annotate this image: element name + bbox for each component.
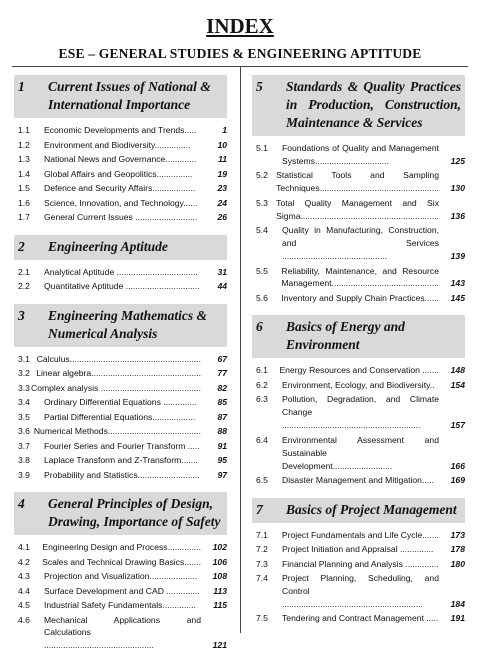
- entry-number: 3.2: [18, 368, 30, 378]
- entry-title: Surface Development and CAD ..............: [44, 585, 200, 596]
- entry-title: Mechanical Applications and Calculations ..............................................: [44, 614, 201, 651]
- entry-body: [42, 556, 227, 569]
- entry-page: 97: [217, 469, 227, 480]
- entry-title: Quality in Manufacturing, Construction, and Services ............................................: [282, 225, 439, 262]
- entry-page: 166: [450, 460, 465, 471]
- entry-page: 102: [212, 542, 227, 552]
- section-title: General Principles of Design, Drawing, Importance of Safety: [48, 496, 221, 529]
- entry-page: 95: [217, 455, 227, 465]
- entry-number: 5.2: [256, 170, 268, 181]
- entry-number: 1.3: [18, 154, 30, 164]
- entry-title: Quantitative Aptitude ...............................: [44, 281, 200, 291]
- entry-body: [276, 197, 465, 223]
- toc-entry: [14, 353, 227, 366]
- entry-number: 5.6: [256, 292, 268, 303]
- entry-title: Science, Innovation, and Technology......: [44, 197, 198, 208]
- entry-title: Complex analysis ..........................................: [30, 382, 201, 393]
- entry-title: Numerical Methods.......................................: [33, 426, 201, 436]
- entry-page: 10: [217, 139, 227, 150]
- entry-body: [44, 396, 227, 409]
- entry-number: 2.2: [18, 281, 30, 291]
- entry-title: Environment and Biodiversity...............: [44, 139, 191, 150]
- entry-title: Project Initiation and Appraisal ..............: [282, 544, 434, 555]
- entry-page: 31: [217, 266, 227, 277]
- entry-page: 148: [450, 365, 465, 376]
- entry-title: Foundations of Quality and Management Systems...............................: [282, 143, 439, 166]
- entry-number: 1.2: [18, 139, 30, 150]
- entry-body: [44, 454, 227, 467]
- entry-title: Ordinary Differential Equations ..............: [44, 397, 197, 407]
- toc-entry: [14, 182, 227, 195]
- entry-body: [282, 393, 465, 432]
- entry-number: 5.3: [256, 197, 268, 208]
- entry-body: [282, 224, 465, 263]
- entry-page: 145: [450, 292, 465, 303]
- entry-body: [44, 440, 227, 453]
- entry-list: [14, 118, 227, 224]
- toc-entry: [252, 197, 465, 223]
- entry-title: Disaster Management and Mitigation.....: [282, 475, 434, 486]
- toc-entry: [14, 599, 227, 612]
- entry-body: [282, 474, 465, 487]
- entry-body: [44, 280, 227, 293]
- entry-title: Probability and Statistics..........................: [44, 469, 200, 480]
- section-1: [14, 75, 227, 224]
- entry-list: [252, 358, 465, 487]
- entry-title: Defence and Security Affairs..................: [44, 183, 196, 193]
- column-divider: [240, 66, 241, 633]
- entry-body: [281, 265, 465, 291]
- entry-number: 7.1: [256, 529, 268, 540]
- entry-body: [282, 379, 465, 392]
- entry-title: Economic Developments and Trends.....: [44, 125, 197, 135]
- entry-number: 3.9: [18, 469, 30, 480]
- section-title: Engineering Mathematics & Numerical Analysis: [48, 307, 208, 341]
- entry-body: [44, 599, 227, 612]
- entry-title: Reliability, Maintenance, and Resource Management.............................................: [281, 265, 439, 289]
- toc-entry: [14, 367, 227, 380]
- toc-entry: [14, 124, 227, 137]
- entry-title: Energy Resources and Conservation .......: [279, 365, 439, 376]
- entry-body: [44, 139, 227, 152]
- page-title: INDEX: [206, 14, 274, 38]
- entry-title: Financial Planning and Analysis ..............: [282, 558, 439, 569]
- entry-body: [282, 572, 465, 611]
- toc-entry: [14, 153, 227, 166]
- entry-number: 1.7: [18, 212, 30, 222]
- toc-entry: [252, 543, 465, 556]
- section-3: [14, 304, 227, 482]
- entry-title: Pollution, Degradation, and Climate Change ..........................................................: [282, 394, 439, 431]
- entry-body: [44, 570, 227, 583]
- entry-number: 4.2: [18, 556, 30, 567]
- entry-number: 7.5: [256, 613, 268, 624]
- entry-number: 1.5: [18, 183, 30, 193]
- entry-page: 136: [450, 210, 465, 221]
- section-2: [14, 235, 227, 293]
- entry-title: Partial Differential Equations..................: [44, 411, 196, 422]
- entry-title: Scales and Technical Drawing Basics.......: [42, 556, 201, 567]
- section-number: 3: [18, 307, 25, 323]
- entry-body: [282, 558, 465, 571]
- toc-entry: [14, 454, 227, 467]
- entry-number: 6.1: [256, 365, 268, 376]
- entry-body: [42, 541, 227, 554]
- entry-page: 82: [217, 382, 227, 393]
- section-title: Engineering Aptitude: [48, 238, 168, 254]
- entry-number: 3.5: [18, 411, 30, 422]
- section-title: Basics of Project Management: [286, 501, 457, 517]
- entry-title: Analytical Aptitude ..................................: [44, 266, 198, 277]
- entry-number: 4.6: [18, 614, 30, 625]
- entry-number: 4.1: [18, 542, 30, 552]
- entry-list: [14, 347, 227, 482]
- entry-page: 184: [450, 598, 465, 609]
- page-subtitle: ESE – GENERAL STUDIES & ENGINEERING APTITUDE: [58, 46, 422, 61]
- entry-title: Linear algebra..............................................: [36, 368, 201, 378]
- toc-entry: [252, 612, 465, 625]
- entry-page: 1: [222, 125, 227, 135]
- entry-number: 7.3: [256, 558, 268, 569]
- entry-page: 85: [217, 397, 227, 407]
- entry-number: 2.1: [18, 266, 30, 277]
- entry-body: [44, 168, 227, 181]
- entry-page: 77: [217, 368, 227, 378]
- entry-title: Projection and Visualization....................: [44, 571, 198, 581]
- toc-entry: [14, 280, 227, 293]
- section-number: 7: [256, 501, 263, 517]
- section-header: [14, 492, 227, 535]
- entry-number: 5.5: [256, 265, 268, 276]
- toc-entry: [14, 211, 227, 224]
- entry-page: 121: [212, 640, 227, 651]
- section-header: [252, 75, 465, 136]
- entry-page: 115: [213, 600, 227, 610]
- toc-entry: [252, 474, 465, 487]
- entry-page: 44: [217, 281, 227, 291]
- entry-page: 130: [450, 183, 465, 194]
- entry-number: 3.6: [18, 426, 30, 436]
- entry-number: 3.7: [18, 440, 30, 451]
- entry-title: Total Quality Management and Six Sigma..........................................................: [276, 197, 439, 221]
- entry-body: [37, 353, 227, 366]
- section-header: [14, 235, 227, 260]
- entry-page: 23: [217, 183, 227, 193]
- entry-body: [44, 469, 227, 482]
- entry-body: [282, 142, 465, 168]
- toc-entry: [14, 168, 227, 181]
- entry-page: 143: [450, 278, 465, 289]
- entry-list: [14, 260, 227, 293]
- entry-body: [44, 411, 227, 424]
- entry-list: [252, 523, 465, 626]
- entry-number: 4.5: [18, 600, 30, 610]
- toc-entry: [14, 425, 227, 438]
- entry-number: 1.1: [18, 125, 30, 135]
- entry-number: 7.4: [256, 573, 268, 584]
- entry-number: 5.1: [256, 143, 268, 153]
- entry-list: [14, 535, 227, 652]
- entry-page: 19: [217, 168, 227, 179]
- section-title: Standards & Quality Practices in Production, Construction, Maintenance & Services: [286, 79, 461, 130]
- entry-title: Fourier Series and Fourier Transform .....: [44, 440, 200, 451]
- entry-page: 139: [450, 251, 465, 262]
- entry-body: [279, 364, 465, 377]
- section-title: Basics of Energy and Environment: [286, 319, 405, 353]
- toc-entry: [252, 434, 465, 473]
- left-column: [14, 75, 227, 654]
- section-header: [252, 315, 465, 358]
- entry-title: Engineering Design and Process..............: [42, 542, 201, 552]
- entry-page: 26: [217, 212, 227, 222]
- section-number: 4: [18, 496, 25, 511]
- entry-title: Tendering and Contract Management .....: [282, 613, 439, 624]
- toc-entry: [14, 614, 227, 653]
- entry-title: Environmental Assessment and Sustainable Development.........................: [282, 434, 439, 471]
- entry-page: 88: [217, 426, 227, 436]
- entry-body: [34, 425, 227, 438]
- section-number: 6: [256, 319, 263, 335]
- entry-page: 173: [450, 529, 465, 540]
- entry-page: 108: [212, 571, 227, 581]
- entry-body: [282, 543, 465, 556]
- toc-entry: [252, 142, 465, 168]
- entry-page: 191: [450, 613, 465, 624]
- entry-page: 106: [212, 556, 227, 567]
- entry-number: 6.5: [256, 475, 268, 486]
- entry-page: 87: [217, 411, 227, 422]
- entry-body: [44, 153, 227, 166]
- section-5: [252, 75, 465, 305]
- entry-number: 4.3: [18, 571, 30, 581]
- entry-body: [44, 614, 227, 653]
- entry-number: 6.4: [256, 434, 268, 445]
- entry-page: 180: [450, 558, 465, 569]
- entry-number: 6.3: [256, 394, 268, 405]
- right-column: [252, 75, 465, 627]
- entry-body: [44, 182, 227, 195]
- toc-entry: [14, 396, 227, 409]
- entry-title: Laplace Transform and Z-Transform.......: [44, 455, 198, 465]
- toc-entry: [14, 382, 227, 395]
- toc-entry: [252, 529, 465, 542]
- section-header: [14, 75, 227, 118]
- entry-title: General Current Issues ..........................: [44, 212, 198, 222]
- toc-entry: [14, 266, 227, 279]
- entry-number: 3.1: [18, 353, 30, 364]
- entry-body: [44, 124, 227, 137]
- section-number: 2: [18, 238, 25, 254]
- entry-number: 4.4: [18, 585, 30, 596]
- entry-body: [44, 197, 227, 210]
- entry-body: [31, 382, 227, 395]
- entry-body: [44, 266, 227, 279]
- entry-number: 3.3: [18, 382, 30, 393]
- toc-entry: [14, 411, 227, 424]
- entry-title: Statistical Tools and Sampling Techniques..................................................: [276, 170, 439, 194]
- toc-entry: [252, 364, 465, 377]
- entry-page: 169: [450, 475, 465, 486]
- entry-body: [36, 367, 227, 380]
- entry-title: Industrial Safety Fundamentals..............: [44, 600, 196, 610]
- toc-entry: [252, 572, 465, 611]
- entry-title: Calculus.......................................................: [36, 353, 201, 364]
- entry-page: 91: [217, 440, 227, 451]
- toc-entry: [252, 265, 465, 291]
- section-header: [252, 498, 465, 523]
- entry-page: 24: [217, 197, 227, 208]
- section-4: [14, 492, 227, 652]
- entry-number: 3.8: [18, 455, 30, 465]
- entry-title: Project Fundamentals and Life Cycle.......: [281, 529, 439, 540]
- entry-number: 5.4: [256, 225, 268, 236]
- entry-body: [44, 211, 227, 224]
- section-title: Current Issues of National & International Importance: [48, 79, 211, 112]
- toc-entry: [252, 169, 465, 195]
- entry-title: National News and Governance.............: [44, 154, 197, 164]
- section-7: [252, 498, 465, 626]
- entry-body: [282, 612, 465, 625]
- entry-title: Environment, Ecology, and Biodiversity..: [282, 379, 435, 390]
- entry-body: [281, 292, 465, 305]
- toc-entry: [252, 558, 465, 571]
- toc-entry: [14, 541, 227, 554]
- entry-page: 178: [450, 544, 465, 555]
- toc-entry: [252, 292, 465, 305]
- toc-entry: [252, 379, 465, 392]
- section-6: [252, 315, 465, 487]
- entry-number: 7.2: [256, 544, 268, 555]
- section-number: 1: [18, 79, 25, 94]
- toc-entry: [14, 139, 227, 152]
- entry-page: 67: [217, 353, 227, 364]
- entry-title: Project Planning, Scheduling, and Control ...........................................................: [282, 573, 439, 609]
- toc-entry: [252, 393, 465, 432]
- toc-entry: [14, 197, 227, 210]
- entry-number: 1.4: [18, 168, 30, 179]
- toc-entry: [14, 556, 227, 569]
- entry-title: Inventory and Supply Chain Practices......: [281, 292, 439, 303]
- toc-entry: [14, 469, 227, 482]
- toc-entry: [14, 585, 227, 598]
- section-number: 5: [256, 79, 263, 94]
- entry-page: 113: [213, 585, 227, 596]
- section-header: [14, 304, 227, 347]
- entry-title: Global Affairs and Geopolitics...............: [44, 168, 193, 179]
- entry-page: 154: [450, 379, 465, 390]
- entry-page: 125: [450, 155, 465, 166]
- entry-list: [252, 136, 465, 305]
- entry-page: 157: [450, 420, 465, 431]
- entry-number: 1.6: [18, 197, 30, 208]
- entry-page: 11: [218, 154, 227, 164]
- toc-entry: [252, 224, 465, 263]
- entry-number: 3.4: [18, 397, 30, 407]
- entry-body: [282, 529, 465, 542]
- toc-entry: [14, 570, 227, 583]
- entry-body: [276, 169, 465, 195]
- entry-body: [282, 434, 465, 473]
- entry-body: [44, 585, 227, 598]
- entry-number: 6.2: [256, 379, 268, 390]
- toc-entry: [14, 440, 227, 453]
